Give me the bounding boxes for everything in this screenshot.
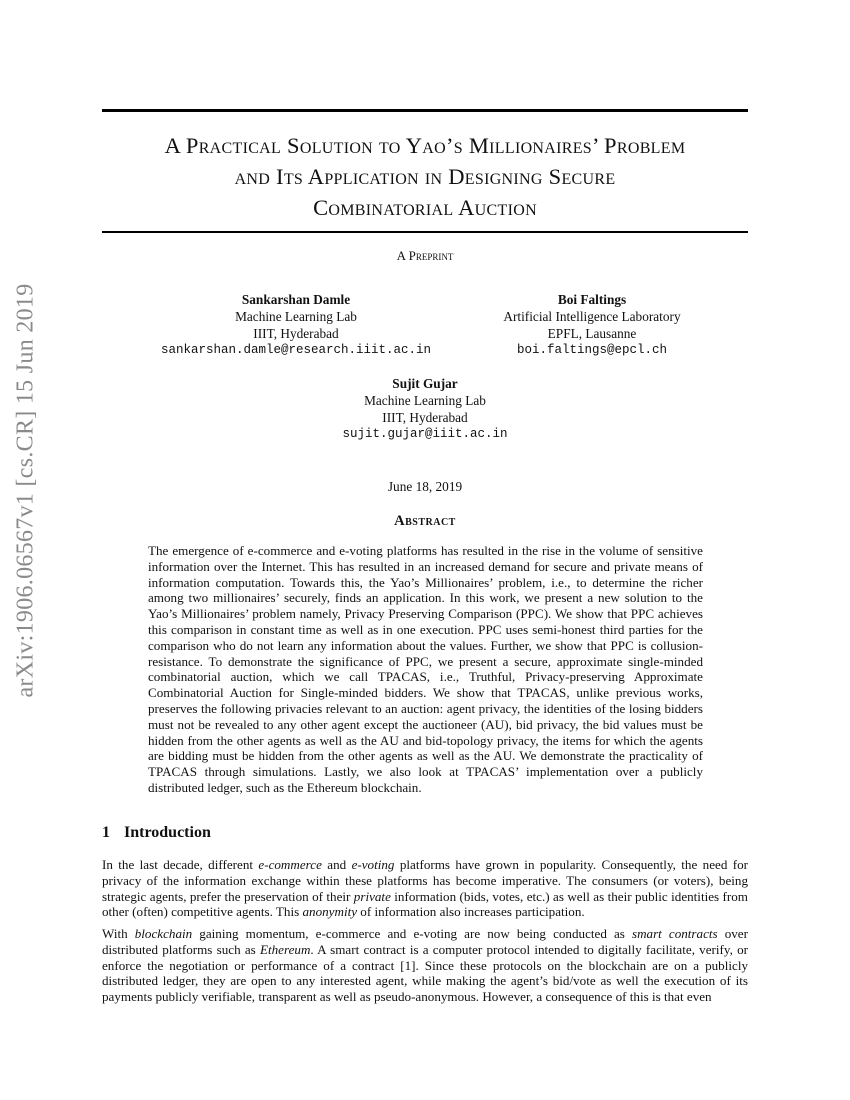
author-email: sankarshan.damle@research.iiit.ac.in	[160, 343, 432, 357]
title-line-3: Combinatorial Auction	[313, 195, 537, 220]
author-block	[442, 291, 742, 359]
author-affiliation: Machine Learning Lab	[364, 393, 486, 408]
arxiv-identifier: arXiv:1906.06567v1 [cs.CR] 15 Jun 2019	[12, 283, 39, 698]
title-line-1: A Practical Solution to Yao’s Millionaires’ Problem	[164, 133, 686, 158]
text-run: over distributed platforms such as	[102, 926, 748, 957]
author-block	[146, 291, 446, 359]
title-line-2: and Its Application in Designing Secure	[234, 164, 616, 189]
author-affiliation: Machine Learning Lab	[235, 309, 357, 324]
emphasis-run: private	[353, 888, 391, 904]
section-number: 1	[102, 824, 110, 841]
text-run: of information also increases participation.	[357, 904, 585, 920]
publication-date: June 18, 2019	[387, 479, 463, 494]
emphasis-run: e-commerce	[258, 857, 322, 872]
text-run: gaining momentum, e-commerce and e-voting are now being conducted as	[192, 926, 632, 941]
emphasis-run: anonymity	[302, 904, 358, 920]
author-name: Sujit Gujar	[392, 376, 458, 391]
emphasis-run: smart contracts	[631, 926, 718, 941]
author-institute: IIIT, Hyderabad	[253, 326, 339, 341]
section-title: Introduction	[124, 824, 211, 841]
title-top-rule	[102, 109, 748, 112]
abstract-text: The emergence of e-commerce and e-voting platforms has resulted in the rise in the volume of sensitive information over the Internet. This has resulted in an increased demand for secure and private means of information computation. Towards this, the Yao’s Millionaires’ problem, i.e., to determine the richer among two millionaires’ securely, finds an application. In this work, we present a new solution to the Yao’s Millionaires’ problem namely, Privacy Preserving Comparison (PPC). We show that PPC achieves this comparison in constant time as well as in one execution. PPC uses semi-honest third parties for the comparison who do not learn any information about the values. Further, we show that PPC is collusion-resistance. To demonstrate the significance of PPC, we present a secure, approximate single-minded combinatorial auction, which we call TPACAS, i.e., Truthful, Privacy-preserving Approximate Combinatorial Auction for Single-minded bidders. We show that TPACAS, unlike previous works, preserves the following privacies relevant to an auction: agent privacy, the identities of the losing bidders must not be revealed to any other agent except the auctioneer (AU), bid privacy, the bid values must be hidden from the other agents as well as the AU and bid-topology privacy, the items for which the agents are bidding must be hidden from the other agents as well as the AU. We demonstrate the practicality of TPACAS through simulations. Lastly, we also look at TPACAS’ implementation over a publicly distributed ledger, such as the Ethereum blockchain.	[148, 543, 703, 795]
paper-title	[100, 130, 750, 223]
author-email: sujit.gujar@iiit.ac.in	[342, 427, 508, 441]
text-run: With	[102, 926, 135, 941]
text-run: information (bids, votes, etc.) as well as their public identities from other (often) competitive agents. This	[102, 888, 748, 920]
author-name: Sankarshan Damle	[241, 292, 351, 307]
author-institute: IIIT, Hyderabad	[382, 410, 468, 425]
text-run: In the last decade, different	[102, 857, 259, 872]
title-bottom-rule	[102, 231, 748, 233]
intro-paragraph-1	[102, 857, 748, 920]
text-run: platforms have grown in popularity. Consequently, the need for privacy of the information exchange within these platforms has become imperative. The consumers (or voters), being strategic agents, prefer the preservation of their	[102, 857, 749, 904]
author-institute: EPFL, Lausanne	[547, 326, 637, 341]
author-affiliation: Artificial Intelligence Laboratory	[503, 309, 681, 324]
author-email: boi.faltings@epcl.ch	[516, 343, 668, 357]
author-name: Boi Faltings	[557, 292, 627, 307]
text-run: and	[321, 857, 352, 872]
intro-paragraph-2	[102, 926, 748, 1005]
abstract-heading: Abstract	[394, 513, 456, 529]
text-run: . A smart contract is a computer protocol intended to digitally facilitate, verify, or enforce the negotiation or performance of a contract [1]. Since these protocols on the blockchain are on a publicly distributed ledger, they are open to any interested agent, while making the agent’s bid/vote as well the execution of its payments publicly verifiable, transparent as well as pseudo-anonymous. However, a consequence of this is that even	[102, 941, 748, 1005]
preprint-label: A Preprint	[396, 248, 454, 263]
author-block	[275, 375, 575, 443]
section-heading	[102, 824, 211, 842]
emphasis-run: blockchain	[134, 926, 193, 941]
emphasis-run: Ethereum	[259, 941, 311, 957]
emphasis-run: e-voting	[351, 857, 395, 872]
